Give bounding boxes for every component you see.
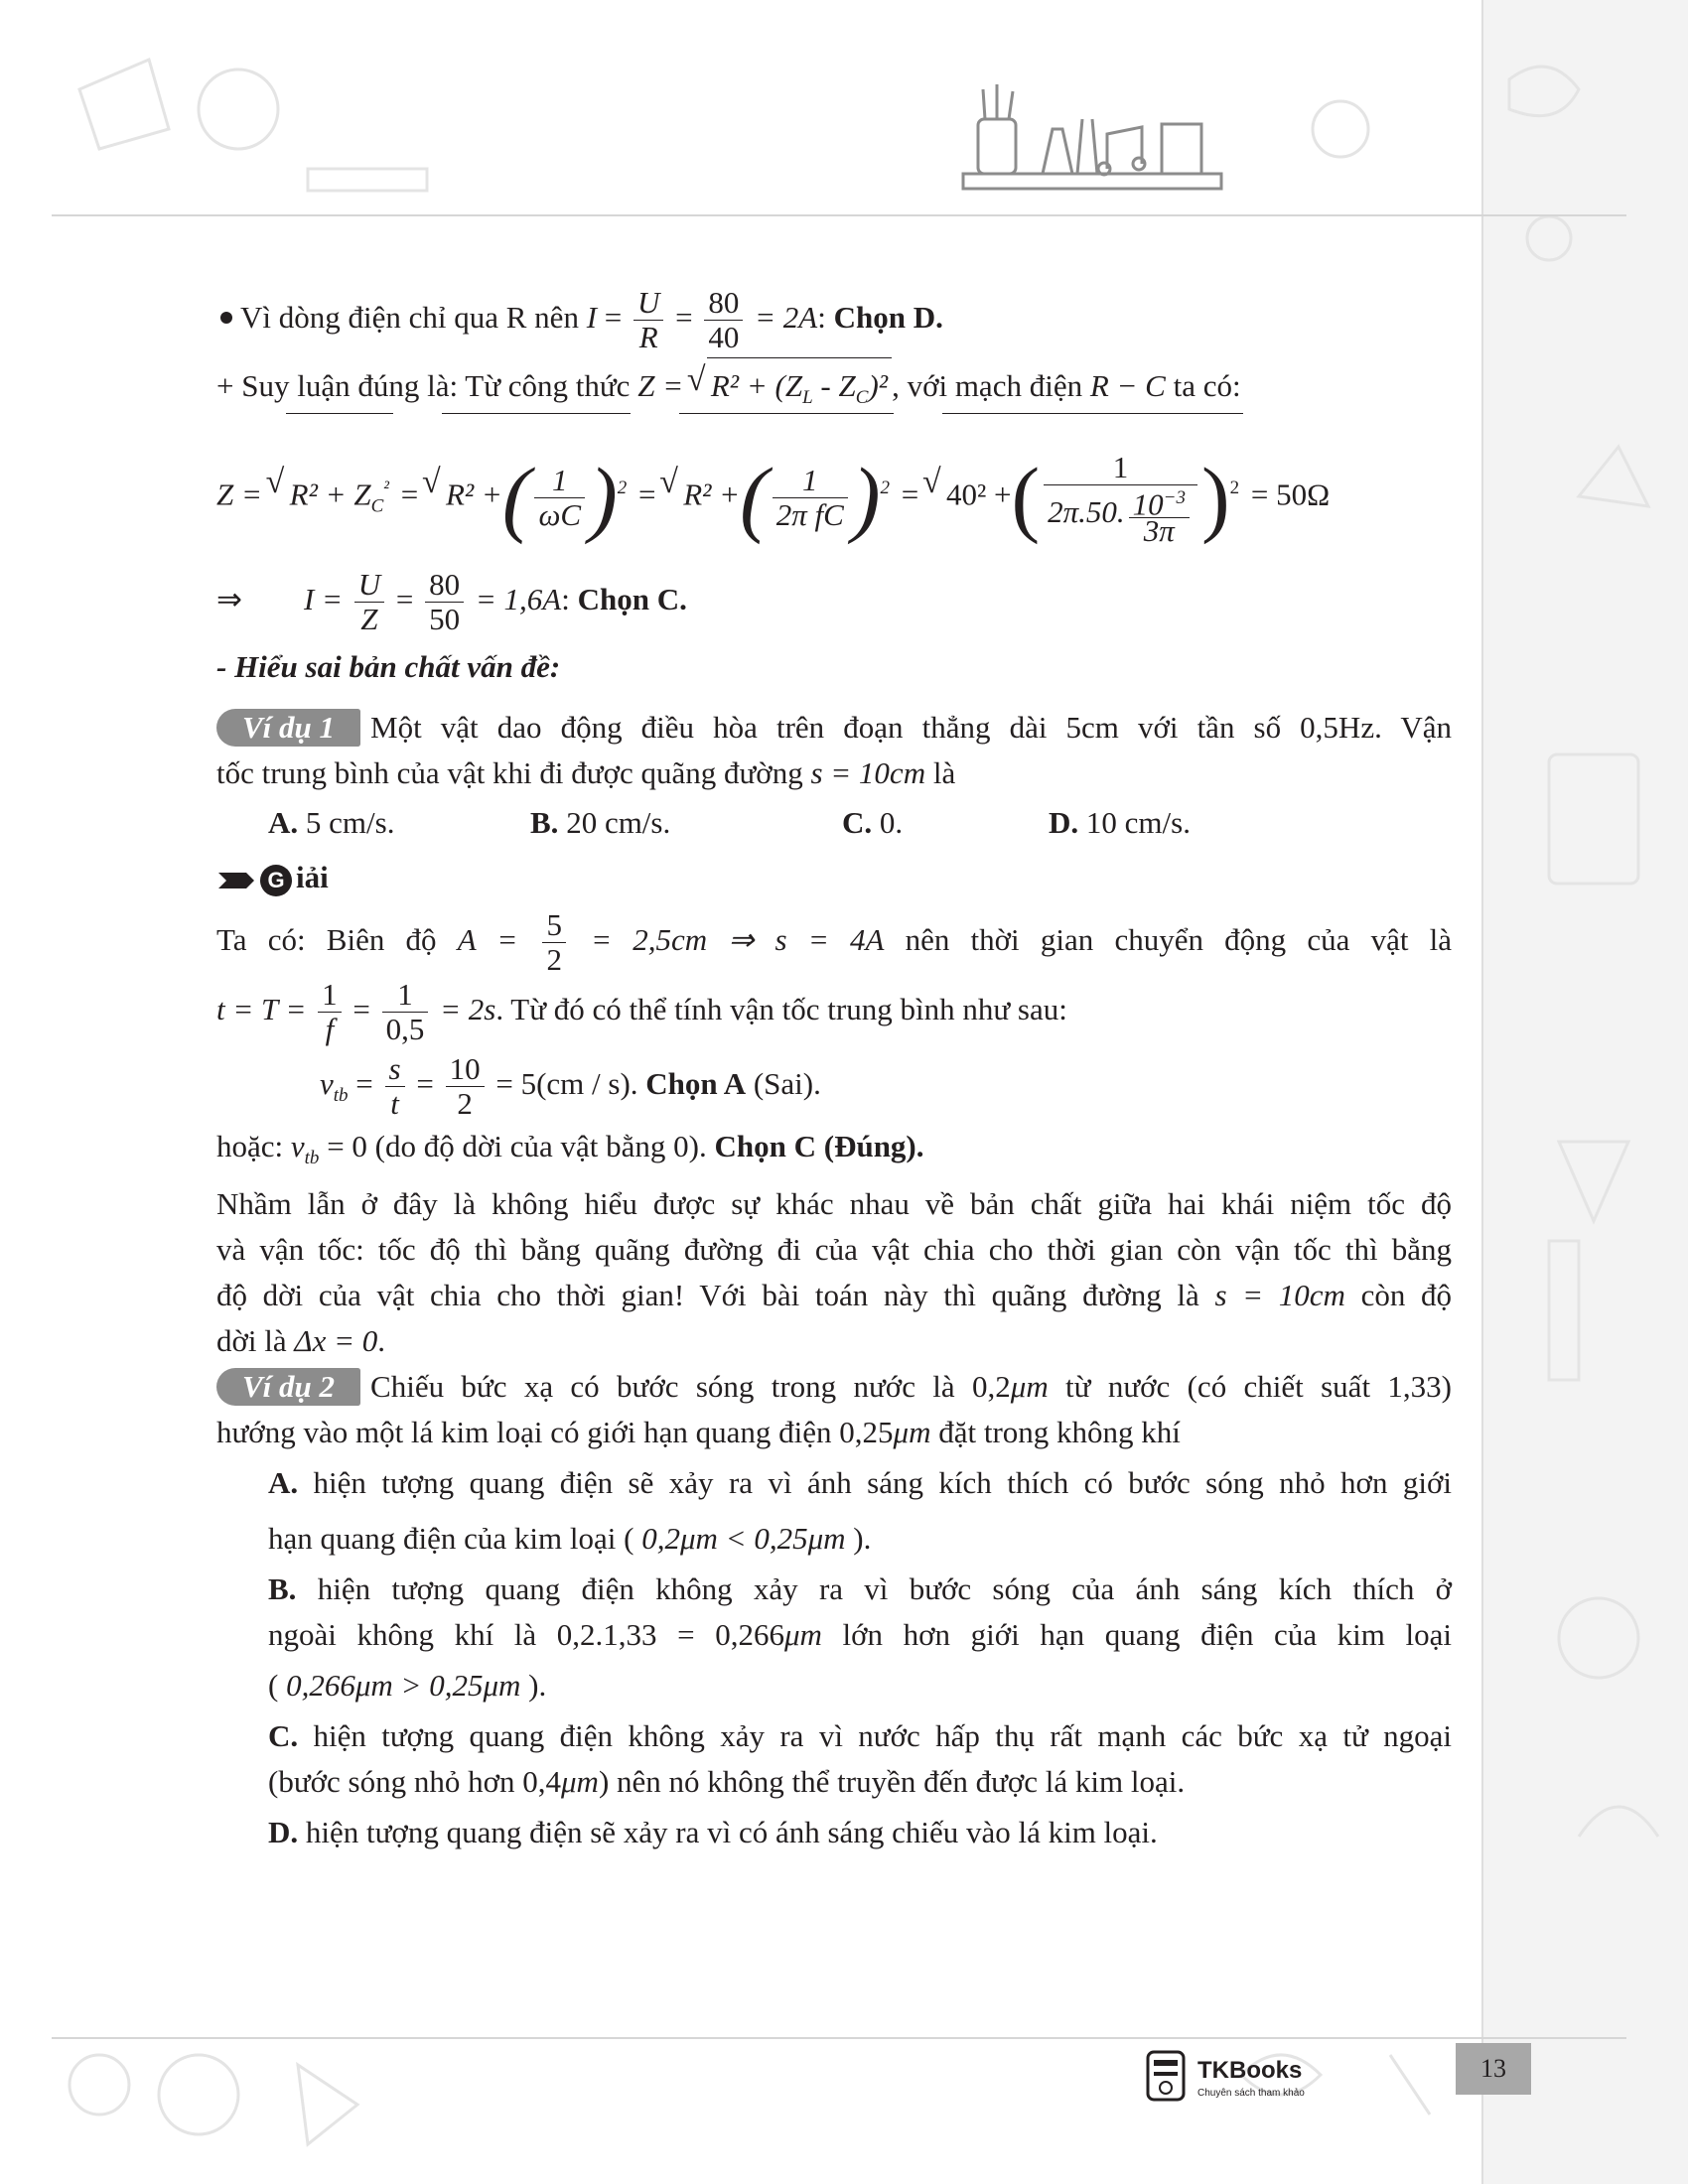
svg-text:G: G (267, 867, 285, 892)
section-heading: - Hiểu sai bản chất vấn đề: (216, 649, 561, 684)
page-content (216, 278, 1452, 1860)
flask-icon (1043, 129, 1072, 174)
math-i: I (586, 300, 598, 335)
example-badge: Ví dụ 1 (216, 709, 360, 747)
explanation-line-4: dời là Δx = 0. (216, 1323, 386, 1359)
shelf-icons (963, 84, 1221, 189)
option-c: C. 0. (842, 805, 904, 840)
option-b: B. 20 cm/s. (530, 805, 671, 840)
ruler-doodle-2 (308, 169, 427, 191)
text: , với mạch điện (892, 368, 1090, 403)
brand-name: TKBooks (1197, 2057, 1303, 2084)
sqrt-formula: √ $R^2 + (Z_L - Z_C)^2$ (707, 357, 892, 426)
bullet-icon (220, 312, 232, 324)
sqrt-numeric: √ 40² +( 1 2π.50. $\frac{10^{-3}}{3\pi}$ )$^2$ (942, 413, 1243, 569)
pencil-cup-icon (978, 119, 1016, 174)
example-2-line-2: hướng vào một lá kim loại có giới hạn quang điện 0,25μm đặt trong không khí (216, 1415, 1181, 1450)
math-z: Z = (637, 368, 684, 403)
option-b-line-3: ( 0,266μm > 0,25μm ). (268, 1668, 547, 1704)
option-d-line: D. hiện tượng quang điện sẽ xảy ra vì có ánh sáng chiếu vào lá kim loại. (268, 1815, 1158, 1850)
sqrt-r-zc: √ $R^2 + Z_C^{^2}$ (286, 413, 393, 582)
ruler-doodle (79, 60, 169, 149)
page-number: 13 (1456, 2043, 1531, 2095)
explanation-line-1: Nhầm lẫn ở đây là không hiểu được sự khác nhau về bản chất giữa hai khái niệm tốc độ (216, 1186, 1452, 1222)
colon: : (817, 300, 834, 335)
answer-label: Chọn D. (833, 300, 943, 335)
footer-rule (52, 2037, 1626, 2039)
option-b-line-1: B. hiện tượng quang điện không xảy ra vì bước sóng của ánh sáng kích thích ở (268, 1571, 1452, 1607)
solution-arrow-icon (216, 863, 296, 898)
example-badge: Ví dụ 2 (216, 1368, 360, 1406)
solution-line-4: hoặc: $v_{tb} = 0$ (do độ dời của vật bằng 0). Chọn C (Đúng). (216, 1129, 924, 1169)
leaf-doodle (199, 69, 278, 149)
solution-line-1: Ta có: Biên độ A = $\frac{5}{2}$ = 2,5cm ⇒ s = 4A nên thời gian chuyển động của vật là (216, 907, 1453, 978)
text: + Suy luận đúng là: Từ công thức (216, 368, 638, 403)
tkbooks-logo-icon (1144, 2048, 1192, 2108)
reasoning-line (216, 357, 1452, 413)
option-d: D. 10 cm/s. (1049, 805, 1191, 840)
current-result-line: ⇒ I = $\frac{U}{Z}$ = $\frac{80}{50}$ = 1,6A: Chọn C. (216, 567, 687, 637)
option-a: A. 5 cm/s. (268, 805, 395, 840)
example-1-options (216, 796, 1452, 850)
impedance-formula: Z = √ $R^2 + Z_C^{^2}$ = √ R² +( $\frac{1}{\omega C}$ )$^2$ = √ R² +( $\frac{1}{\text{2π fC}}$ )$^2$ = √ 40² +( 1 2π.50. $\frac{10^{-3}}{3\pi}$ )$^2$ = 50Ω (216, 413, 1452, 562)
fraction-u-r: $\frac{U}{R}$ (633, 286, 663, 354)
solution-heading: G iải (216, 850, 1452, 905)
header-rule (52, 214, 1626, 216)
example-1-line-2: tốc trung bình của vật khi đi được quãng đường s = 10cm là (216, 755, 956, 790)
example-1-line-1: Ví dụ 1 Một vật dao động điều hòa trên đoạn thẳng dài 5cm với tần số 0,5Hz. Vận (216, 705, 1452, 751)
solution-line-3: $v_{tb}$ = $\frac{s}{t}$ = $\frac{10}{2}$ = 5(cm / s). Chọn A (Sai). (320, 1051, 821, 1122)
example-2-line-1: Ví dụ 2 Chiếu bức xạ có bước sóng trong nước là 0,2μm từ nước (có chiết suất 1,33) (216, 1364, 1452, 1410)
option-c-line-1: C. hiện tượng quang điện không xảy ra vì nước hấp thụ rất mạnh các bức xạ tử ngoại (268, 1718, 1452, 1754)
option-a-line-2: hạn quang điện của kim loại ( 0,2μm < 0,25μm ). (268, 1521, 872, 1557)
math-rc: R − C (1089, 368, 1166, 403)
answer-label: Chọn C. (577, 582, 687, 616)
explanation-line-3: độ dời của vật chia cho thời gian! Với bài toán này thì quãng đường là s = 10cm còn độ (216, 1278, 1452, 1313)
math-result: = 2A (755, 300, 818, 335)
option-c-line-2: (bước sóng nhỏ hơn 0,4μm) nên nó không thể truyền đến được lá kim loại. (268, 1764, 1186, 1800)
conclusion-line-1: Vì dòng điện chỉ qua R nên I = $\frac{U}{R}$ = $\frac{80}{40}$ = 2A: Chọn D. (216, 278, 1452, 357)
sqrt-omega: √ R² +( $\frac{1}{\omega C}$ )$^2$ (442, 413, 631, 569)
explanation-line-2: và vận tốc: tốc độ thì bằng quãng đường đi của vật chia cho thời gian còn vận tốc thì bằng (216, 1232, 1452, 1268)
text: Vì dòng điện chỉ qua R nên (240, 300, 587, 335)
impedance-result: = 50Ω (1250, 477, 1331, 512)
brand-tagline: Chuyên sách tham khảo (1197, 2088, 1305, 2099)
fraction-80-40: $\frac{80}{40}$ (704, 286, 743, 354)
music-notes-icon (1107, 127, 1142, 169)
solution-line-2: t = T = $\frac{1}{f}$ = $\frac{1}{0,5}$ = 2s. Từ đó có thể tính vận tốc trung bình như sau: (216, 977, 1067, 1047)
text: ta có: (1165, 368, 1241, 403)
number-card-icon (1162, 124, 1201, 174)
sqrt-2pifc: √ R² +( $\frac{1}{\text{2π fC}}$ )$^2$ (679, 413, 894, 569)
option-a-line-1: A. hiện tượng quang điện sẽ xảy ra vì ánh sáng kích thích có bước sóng nhỏ hơn giới (268, 1465, 1452, 1501)
option-b-line-2: ngoài không khí là 0,2.1,33 = 0,266μm lớn hơn giới hạn quang điện của kim loại (268, 1617, 1452, 1653)
